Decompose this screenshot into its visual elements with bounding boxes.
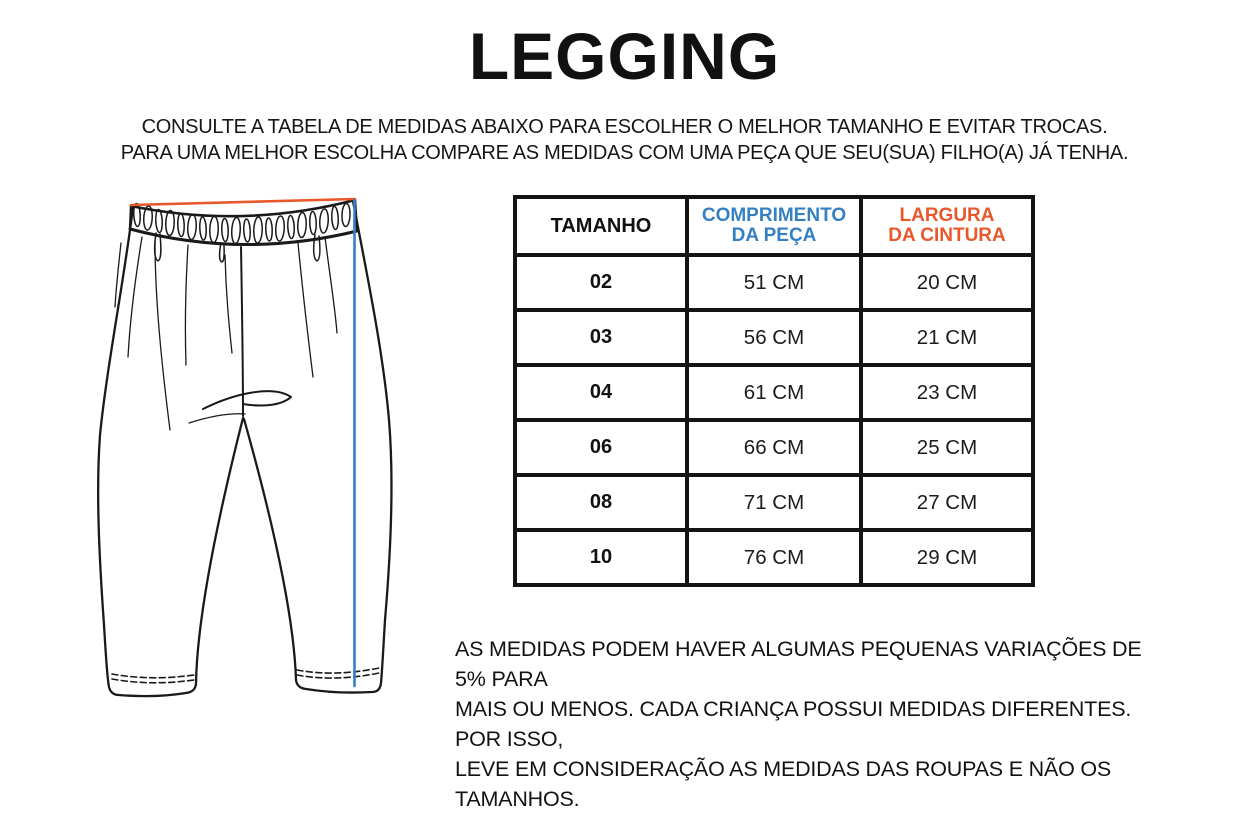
column-header-waist bbox=[861, 197, 1033, 255]
page-title: LEGGING bbox=[468, 19, 781, 93]
crotch-fold-lines bbox=[189, 391, 291, 423]
waist-value: 29 CM bbox=[861, 530, 1033, 585]
size-value: 02 bbox=[515, 255, 687, 310]
table-row bbox=[515, 420, 1033, 475]
size-value: 04 bbox=[515, 365, 687, 420]
disclaimer-line-1: AS MEDIDAS PODEM HAVER ALGUMAS PEQUENAS VARIAÇÕES DE 5% PARA bbox=[455, 637, 1142, 691]
waist-measurement-line bbox=[131, 199, 355, 205]
size-table-header bbox=[515, 197, 1033, 255]
table-row bbox=[515, 310, 1033, 365]
table-row bbox=[515, 365, 1033, 420]
table-row bbox=[515, 255, 1033, 310]
column-header-size: TAMANHO bbox=[515, 197, 687, 255]
waist-value: 21 CM bbox=[861, 310, 1033, 365]
waist-value: 25 CM bbox=[861, 420, 1033, 475]
elastic-drips bbox=[155, 233, 320, 262]
column-header-waist-line2: DA CINTURA bbox=[888, 225, 1006, 246]
intro-line-2: PARA UMA MELHOR ESCOLHA COMPARE AS MEDIDAS COM UMA PEÇA QUE SEU(SUA) FILHO(A) JÁ TENHA. bbox=[120, 142, 1129, 164]
size-value: 10 bbox=[515, 530, 687, 585]
disclaimer-line-2: MAIS OU MENOS. CADA CRIANÇA POSSUI MEDIDAS DIFERENTES. POR ISSO, bbox=[455, 697, 1132, 751]
wrinkle-lines bbox=[115, 237, 337, 430]
size-table bbox=[513, 195, 1035, 587]
legging-outline bbox=[98, 201, 391, 696]
disclaimer-text bbox=[455, 634, 1145, 814]
table-row bbox=[515, 475, 1033, 530]
length-value: 71 CM bbox=[687, 475, 861, 530]
length-value: 56 CM bbox=[687, 310, 861, 365]
size-value: 08 bbox=[515, 475, 687, 530]
size-value: 03 bbox=[515, 310, 687, 365]
disclaimer-line-3: LEVE EM CONSIDERAÇÃO AS MEDIDAS DAS ROUPAS E NÃO OS TAMANHOS. bbox=[455, 757, 1112, 811]
legging-illustration bbox=[85, 185, 415, 730]
header-row bbox=[515, 197, 1033, 255]
waist-value: 20 CM bbox=[861, 255, 1033, 310]
length-value: 66 CM bbox=[687, 420, 861, 475]
length-value: 76 CM bbox=[687, 530, 861, 585]
size-value: 06 bbox=[515, 420, 687, 475]
column-header-length-line2: DA PEÇA bbox=[731, 225, 817, 246]
length-value: 51 CM bbox=[687, 255, 861, 310]
intro-text bbox=[0, 114, 1249, 166]
waist-value: 27 CM bbox=[861, 475, 1033, 530]
column-header-length bbox=[687, 197, 861, 255]
intro-line-1: CONSULTE A TABELA DE MEDIDAS ABAIXO PARA ESCOLHER O MELHOR TAMANHO E EVITAR TROCAS. bbox=[141, 116, 1108, 138]
column-header-waist-line1: LARGURA bbox=[899, 205, 995, 226]
table-row bbox=[515, 530, 1033, 585]
column-header-length-line1: COMPRIMENTO bbox=[701, 205, 847, 226]
length-value: 61 CM bbox=[687, 365, 861, 420]
hem-stitching bbox=[112, 668, 379, 683]
waist-value: 23 CM bbox=[861, 365, 1033, 420]
